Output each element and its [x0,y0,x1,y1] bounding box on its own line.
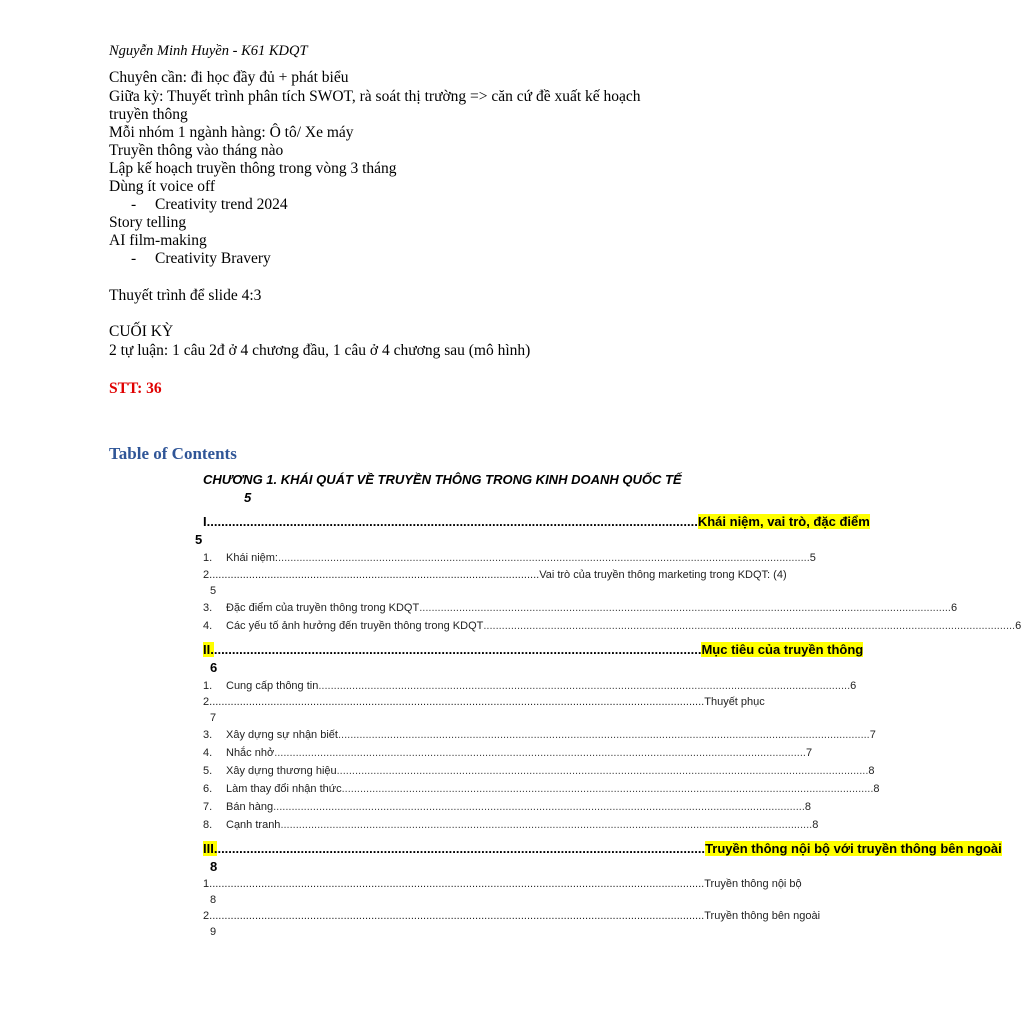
author-line: Nguyễn Minh Huyền - K61 KDQT [109,43,308,59]
final-exam-title: CUỐI KỲ [109,323,174,340]
toc-item[interactable]: 8. Cạnh tranh .............................................................................................................................................................................. 8 [203,819,819,831]
toc-item-page: 7 [210,712,217,724]
note-line: Story telling [109,214,187,231]
note-line: Lập kế hoạch truyền thông trong vòng 3 tháng [109,160,397,177]
toc-item[interactable]: 4. Các yếu tố ảnh hưởng đến truyền thông trong KDQT .............................................................................................................................................................................. 6 [203,620,1021,632]
toc-section-page: 5 [195,532,203,547]
note-line: Truyền thông vào tháng nào [109,142,284,159]
toc-title: Table of Contents [109,444,237,463]
slide-note: Thuyết trình để slide 4:3 [109,287,262,304]
note-line: truyền thông [109,106,188,123]
toc-chapter-page: 5 [244,490,252,505]
toc-section[interactable]: II. ....................................................................................................................................... Mục tiêu của truyền thông [203,642,864,657]
toc-section-title: Khái niệm, vai trò, đặc điểm [697,514,870,529]
toc-item[interactable]: 7. Bán hàng .............................................................................................................................................................................. 8 [203,801,812,813]
toc-section-page: 6 [210,660,218,675]
toc-item[interactable]: 3. Xây dựng sự nhận biết .............................................................................................................................................................................. 7 [203,729,876,741]
toc-section-title: Truyền thông nội bộ với truyền thông bên ngoài [705,841,1002,856]
note-line: Chuyên cần: đi học đầy đủ + phát biểu [109,69,349,86]
note-line: Dùng ít voice off [109,178,216,195]
toc-section[interactable]: I. ....................................................................................................................................... Khái niệm, vai trò, đặc điểm [203,514,870,529]
toc-item-page: 8 [210,894,217,906]
note-line: Giữa kỳ: Thuyết trình phân tích SWOT, rà soát thị trường => căn cứ đề xuất kế hoạch [109,88,641,105]
dash-item: - Creativity Bravery [131,250,271,267]
stt-number: STT: 36 [109,380,162,397]
note-line: AI film-making [109,232,207,249]
final-exam-detail: 2 tự luận: 1 câu 2đ ở 4 chương đầu, 1 câu ở 4 chương sau (mô hình) [109,342,531,359]
toc-item[interactable]: 5. Xây dựng thương hiệu .............................................................................................................................................................................. 8 [203,765,875,777]
toc-section[interactable]: III. ....................................................................................................................................... Truyền thông nội bộ với truyền thông bên ngoài [203,841,1002,856]
toc-item[interactable]: 1. Khái niệm: .............................................................................................................................................................................. 5 [203,552,816,564]
toc-section-page: 8 [210,859,218,874]
toc-item[interactable]: 1. Cung cấp thông tin .............................................................................................................................................................................. 6 [203,680,857,692]
toc-item[interactable]: 2. ................................................................................................................................................................. Truyền thông bên ngoài [203,910,821,922]
toc-item[interactable]: 2. ........................................................................................................... Vai trò của truyền thông marketing trong KDQT: (4) [203,569,787,581]
note-line: Mỗi nhóm 1 ngành hàng: Ô tô/ Xe máy [109,124,354,141]
toc-item[interactable]: 4. Nhắc nhở .............................................................................................................................................................................. 7 [203,747,813,759]
toc-item[interactable]: 3. Đặc điểm của truyền thông trong KDQT .............................................................................................................................................................................. 6 [203,602,958,614]
toc-item-page: 5 [210,585,217,597]
toc-item[interactable]: 1. ................................................................................................................................................................. Truyền thông nội bộ [203,878,802,890]
toc-chapter[interactable]: CHƯƠNG 1. KHÁI QUÁT VỀ TRUYỀN THÔNG TRONG KINH DOANH QUỐC TẾ [203,472,682,487]
dash-item: - Creativity trend 2024 [131,196,288,213]
toc-item-page: 9 [210,926,217,938]
toc-item[interactable]: 6. Làm thay đổi nhận thức .............................................................................................................................................................................. 8 [203,783,880,795]
toc-item[interactable]: 2. ................................................................................................................................................................. Thuyết phục [203,696,765,708]
toc-section-title: Mục tiêu của truyền thông [701,642,864,657]
